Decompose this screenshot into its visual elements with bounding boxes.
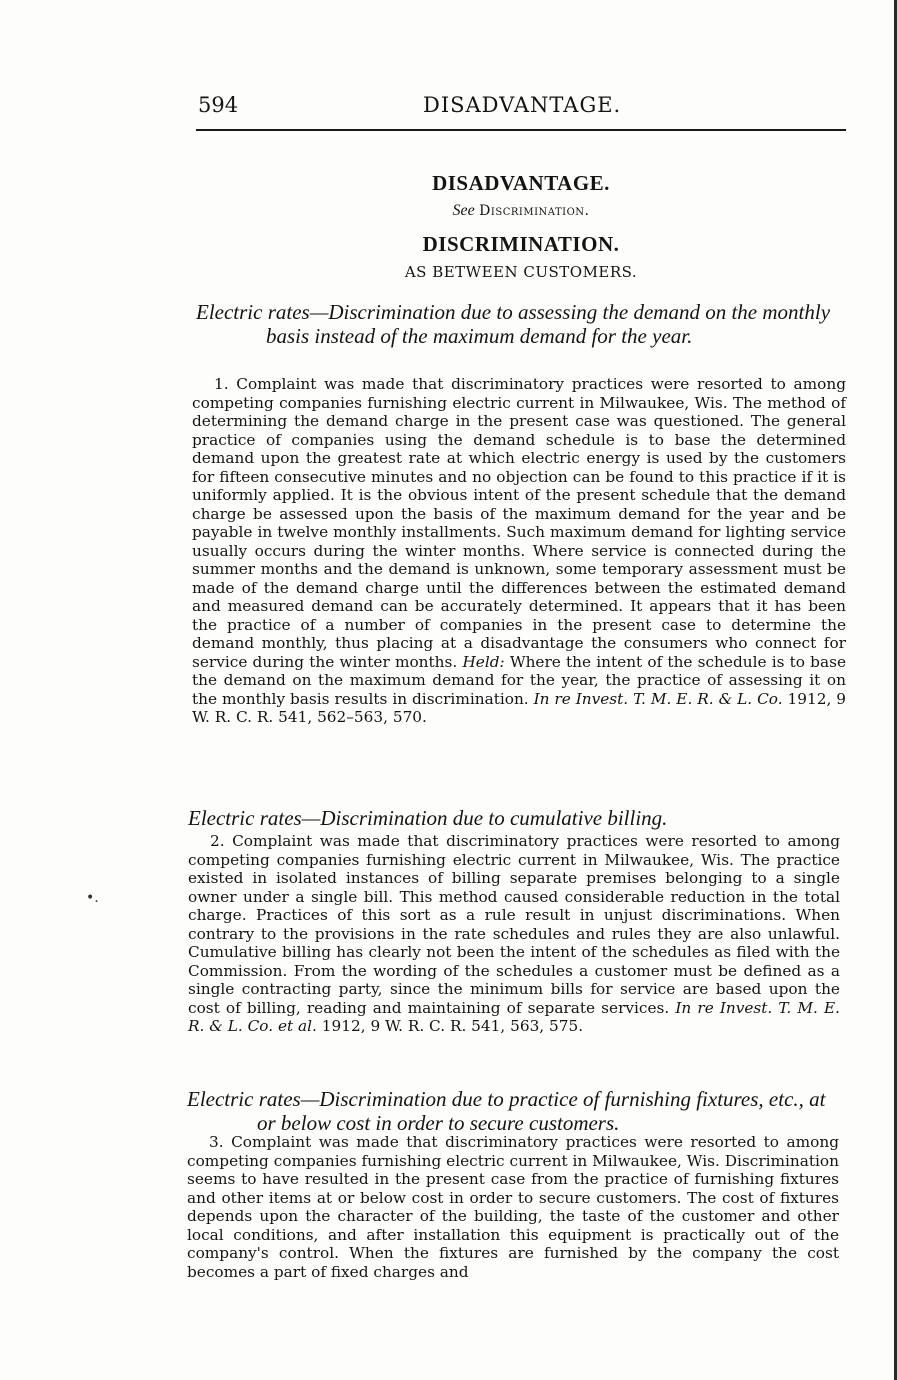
citation-1-case: In re Invest. T. M. E. R. & L. Co.	[533, 689, 783, 708]
heading-discrimination: DISCRIMINATION.	[422, 232, 620, 256]
catchline-2: Electric rates—Discrimination due to cumulative billing.	[188, 806, 668, 830]
paragraph-2-body: 2. Complaint was made that discriminatory practices were resorted to among competing companies furnishing electric current in Milwaukee, Wis. The practice existed in isolated instances of billing separate premises belonging to a single owner under a single bill. This method caused considerable reduction in the total charge. Practices of this sort as a rule result in unjust discriminations. When contrary to the provisions in the rate schedules and rules they are also unlawful. Cumulative billing has clearly not been the intent of the schedules as filed with the Commission. From the wording of the schedules a customer must be defined as a single contracting party, since the minimum bills for service are based upon the cost of billing, reading and maintaining of separate services.	[188, 832, 840, 1017]
heading-disadvantage: DISADVANTAGE.	[432, 171, 610, 195]
subheading: AS BETWEEN CUSTOMERS.	[404, 263, 638, 281]
catchline-1: Electric rates—Discrimination due to assessing the demand on the monthly basis instead of the maximum demand for the year.	[196, 300, 831, 348]
citation-1-reporter: 1912, 9 W. R. C. R. 541, 562–563, 570.	[192, 689, 846, 726]
paragraph-2	[188, 832, 840, 1036]
paragraph-1	[192, 375, 846, 727]
citation-2-case: In re Invest. T. M. E. R. & L. Co. et al.	[188, 998, 840, 1035]
paragraph-3-body: 3. Complaint was made that discriminatory practices were resorted to among competing companies furnishing electric current in Milwaukee, Wis. Discrimination seems to have resulted in the present case from the practice of furnishing fixtures and other items at or below cost in order to secure customers. The cost of fixtures depends upon the character of the building, the taste of the customer and other local conditions, and after installation this equipment is practically out of the company's control. When the fixtures are furnished by the company the cost becomes a part of fixed charges and	[187, 1133, 839, 1281]
paragraph-1-holding: Where the intent of the schedule is to base the demand on the maximum demand for the year, the practice of assessing it on the monthly basis results in discrimination.	[192, 652, 846, 708]
running-header: DISADVANTAGE.	[423, 93, 622, 117]
see-target: Discrimination.	[479, 203, 590, 219]
margin-speck: •.	[86, 890, 99, 906]
header-rule	[196, 129, 846, 131]
paragraph-3	[187, 1133, 839, 1281]
see-word: See	[452, 202, 475, 219]
paragraph-1-body: 1. Complaint was made that discriminatory practices were resorted to among competing companies furnishing electric current in Milwaukee, Wis. The method of determining the demand charge in the present case was questioned. The general practice of companies using the demand schedule is to base the determined demand upon the greatest rate at which electric energy is used by the customers for fifteen consecutive minutes and no objection can be found to this practice if it is uniformly applied. It is the obvious intent of the present schedule that the demand charge be assessed upon the basis of the maximum demand for the year and be payable in twelve monthly installments. Such maximum demand for lighting service usually occurs during the winter months. Where service is connected during the summer months and the demand is unknown, some temporary assessment must be made of the demand charge until the differences between the estimated demand and measured demand can be accurately determined. It appears that it has been the practice of a number of companies in the present case to determine the demand monthly, thus placing at a disadvantage the consumers who connect for service during the winter months.	[192, 375, 846, 671]
catchline-3: Electric rates—Discrimination due to practice of furnishing fixtures, etc., at or below cost in order to secure customers.	[187, 1087, 826, 1135]
held-label: Held:	[462, 652, 505, 671]
citation-2-reporter: 1912, 9 W. R. C. R. 541, 563, 575.	[321, 1017, 584, 1035]
page-number: 594	[198, 93, 239, 117]
see-reference	[196, 202, 846, 220]
